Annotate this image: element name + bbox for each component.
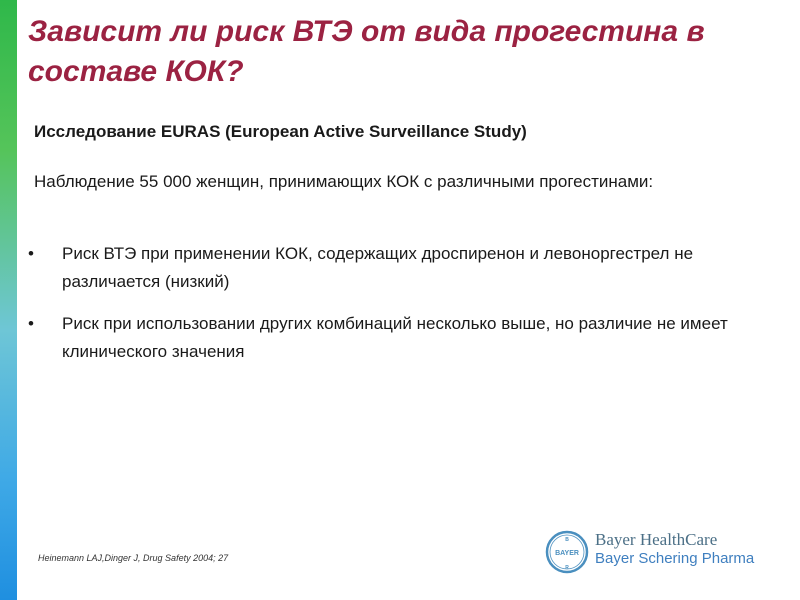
bullet-text: Риск ВТЭ при применении КОК, содержащих дроспиренон и левоноргестрел не различается (низкий) <box>62 244 694 291</box>
study-heading: Исследование EURAS (European Active Surveillance Study) <box>34 122 527 141</box>
svg-text:R: R <box>565 565 569 571</box>
intro-text: Наблюдение 55 000 женщин, принимающих КОК с различными прогестинами: <box>34 172 654 191</box>
logo-line-healthcare: Bayer HealthCare <box>595 530 718 549</box>
bullet-list <box>28 240 788 380</box>
bullet-marker: • <box>28 314 34 333</box>
bayer-cross-icon <box>545 530 589 574</box>
bullet-text: Риск при использовании других комбинаций несколько выше, но различие не имеет клинического значения <box>62 314 728 361</box>
svg-text:B: B <box>565 537 569 543</box>
bayer-logo <box>545 528 795 578</box>
slide-title: Зависит ли риск ВТЭ от вида прогестина в составе КОК? <box>28 15 705 88</box>
bullet-item <box>28 310 788 366</box>
citation: Heinemann LAJ,Dinger J, Drug Safety 2004; 27 <box>38 553 229 563</box>
bullet-marker: • <box>28 244 34 263</box>
logo-line-schering: Bayer Schering Pharma <box>595 550 755 567</box>
bullet-item <box>28 240 788 296</box>
svg-text:BAYER: BAYER <box>555 550 579 557</box>
side-gradient-bar <box>0 0 17 600</box>
